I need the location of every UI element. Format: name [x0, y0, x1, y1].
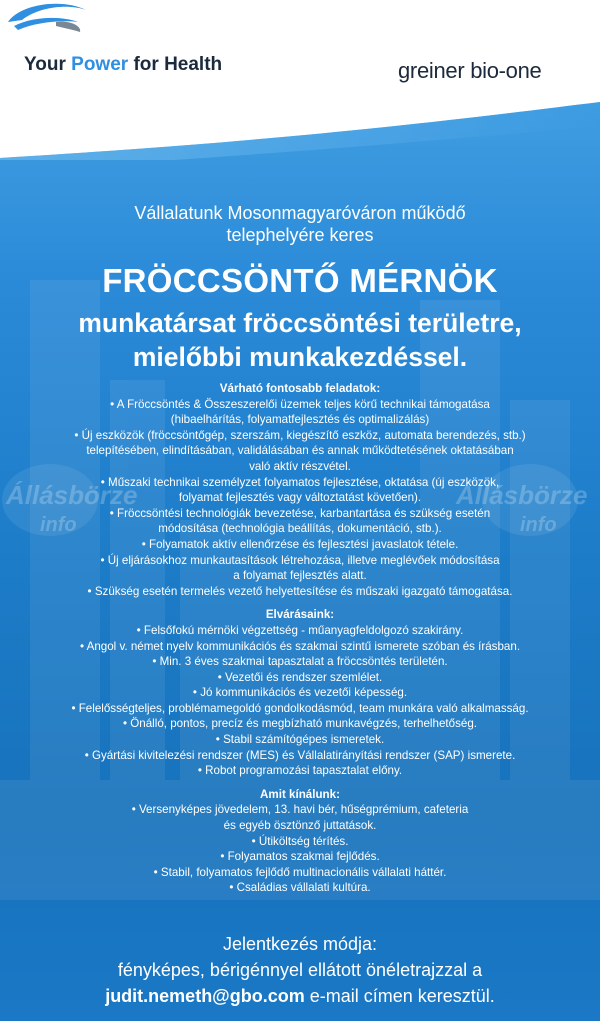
- application-email-line: [0, 983, 600, 1009]
- watermark-right: Állásbörze: [456, 480, 588, 510]
- section-line: (hibaelhárítás, folyamatfejlesztés és optimalizálás): [170, 413, 430, 427]
- section-line: • Folyamatos szakmai fejlődés.: [220, 850, 380, 864]
- application-heading: Jelentkezés módja:: [222, 934, 378, 954]
- logo-text: greiner bio-one: [398, 58, 542, 83]
- section-line: • Új eszközök (fröccsöntőgép, szerszám, kiegészítő eszköz, automata berendezés, stb.): [74, 428, 526, 442]
- section-line: • Gyártási kivitelezési rendszer (MES) és Vállalatirányítási rendszer (SAP) ismerete.: [84, 748, 516, 762]
- watermark-left: Állásbörze: [6, 480, 138, 510]
- header: [0, 0, 600, 160]
- intro-line: telephelyére keres: [226, 225, 374, 245]
- section-heading: Amit kínálunk:: [260, 787, 340, 801]
- section-line: telepítésében, elindításában, validálásában és annak működtetésének oktatásában: [86, 444, 514, 458]
- section-line: • Útiköltség térítés.: [251, 834, 349, 848]
- section-line: való aktív részvétel.: [249, 459, 351, 473]
- section-line: • Versenyképes jövedelem, 13. havi bér, hűségprémium, cafeteria: [131, 803, 469, 817]
- section-heading: Elvárásaink:: [265, 608, 335, 622]
- section-line: • Vezetői és rendszer szemlélet.: [217, 670, 383, 684]
- section-spacer: [20, 779, 580, 787]
- section-line: • Angol v. német nyelv kommunikációs és szakmai szintű ismerete szóban és írásban.: [79, 639, 521, 653]
- section-spacer: [20, 599, 580, 607]
- section-line: • Stabil számítógépes ismeretek.: [215, 733, 385, 747]
- section-line: • Fröccsöntési technológiák bevezetése, karbantartása és szükség esetén: [109, 506, 491, 520]
- application-text: fényképes, bérigénnyel ellátott önéletrajzzal a: [117, 960, 483, 980]
- section-line: és egyéb ösztönző juttatások.: [223, 819, 377, 833]
- section-line: folyamat fejlesztés vagy változtatást követően).: [178, 491, 422, 505]
- subtitle-line: mielőbbi munkakezdéssel.: [132, 342, 468, 372]
- watermark-sub-left: info: [40, 514, 77, 536]
- job-description: [20, 381, 580, 896]
- subtitle-line: munkatársat fröccsöntési területre,: [78, 308, 522, 338]
- section-line: • Felelősségteljes, problémamegoldó gondolkodásmód, team munkára való alkalmasság.: [71, 701, 529, 715]
- job-title: FRÖCCSÖNTŐ MÉRNÖK: [102, 262, 498, 299]
- section-line: a folyamat fejlesztés alatt.: [233, 569, 367, 583]
- section-line: • Folyamatok aktív ellenőrzése és fejlesztési javaslatok tétele.: [141, 537, 459, 551]
- section-line: módosítása (technológia beállítás, dokumentáció, stb.).: [158, 522, 442, 536]
- section-line: • Szükség esetén termelés vezető helyettesítése és műszaki igazgató támogatása.: [87, 584, 513, 598]
- section-line: • Műszaki technikai személyzet folyamatos fejlesztése, oktatása (új eszközök,: [100, 475, 500, 489]
- slogan: Your Power for Health: [24, 54, 223, 75]
- application-info: [0, 931, 600, 1009]
- section-line: • Önálló, pontos, precíz és megbízható munkavégzés, terhelhetőség.: [122, 717, 477, 731]
- job-subtitle: [0, 306, 600, 374]
- section-line: • Stabil, folyamatos fejlődő multinacionális vállalati háttér.: [153, 865, 447, 879]
- intro-text: [0, 202, 600, 246]
- section-line: • A Fröccsöntés & Összeszerelői üzemek teljes körű technikai támogatása: [110, 397, 490, 411]
- watermark-sub-right: info: [520, 514, 557, 536]
- greiner-logo-icon: [0, 0, 96, 40]
- application-text-suffix: e-mail címen keresztül.: [304, 986, 495, 1006]
- intro-line: Vállalatunk Mosonmagyaróváron működő: [134, 203, 466, 223]
- section-line: • Jó kommunikációs és vezetői képesség.: [192, 686, 408, 700]
- section-line: • Családias vállalati kultúra.: [229, 881, 371, 895]
- section-heading: Várható fontosabb feladatok:: [219, 382, 381, 395]
- section-line: • Min. 3 éves szakmai tapasztalat a fröccsöntés területén.: [152, 655, 448, 669]
- section-line: • Felsőfokú mérnöki végzettség - műanyagfeldolgozó szakirány.: [136, 623, 464, 637]
- section-line: • Robot programozási tapasztalat előny.: [197, 764, 403, 778]
- email-link[interactable]: judit.nemeth@gbo.com: [105, 986, 305, 1006]
- section-line: • Új eljárásokhoz munkautasítások létrehozása, illetve meglévőek módosítása: [100, 553, 500, 567]
